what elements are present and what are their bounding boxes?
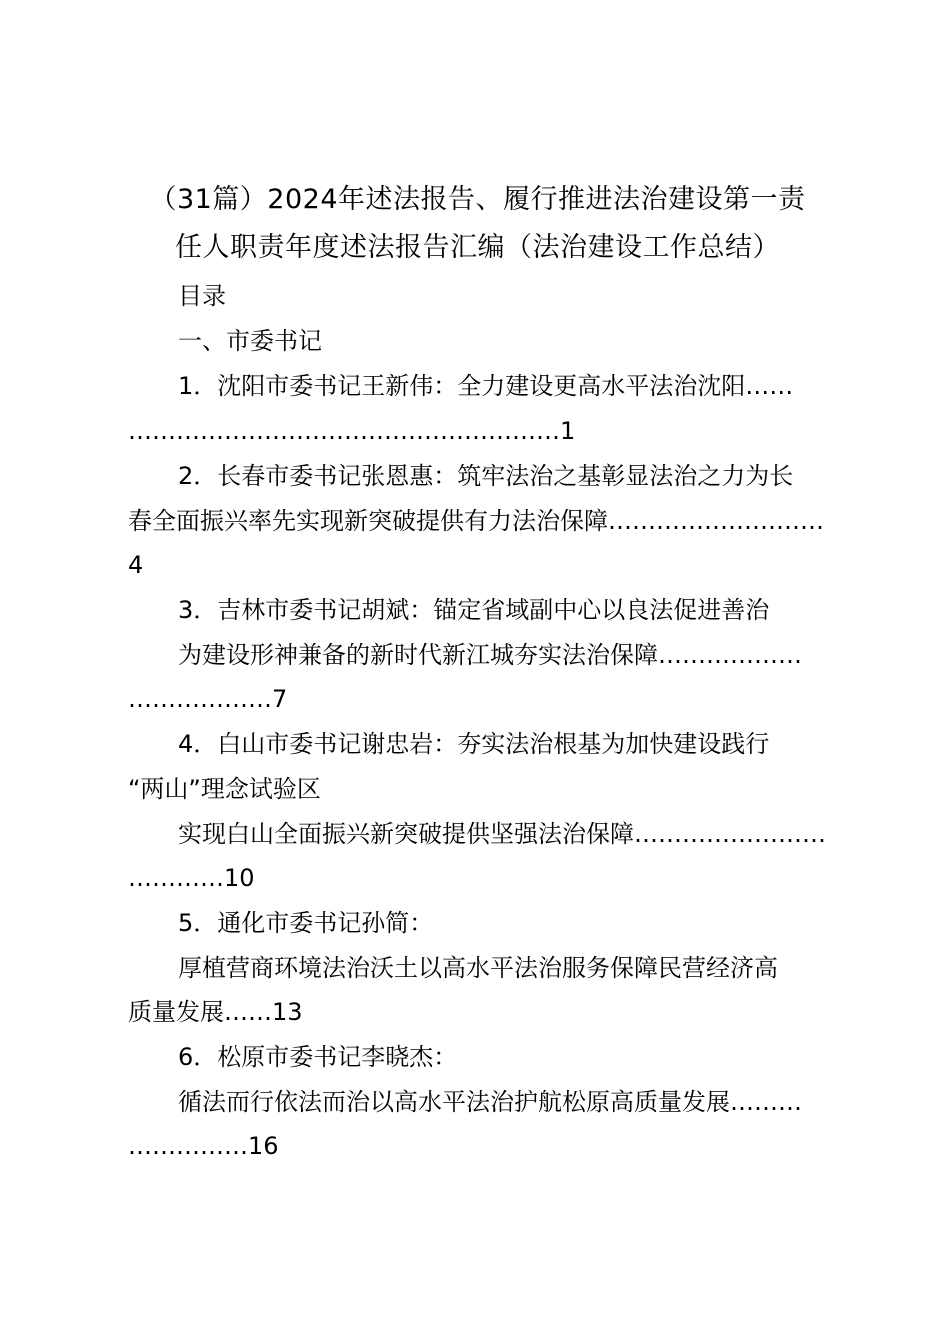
toc-entry-4-line-1: 4．白山市委书记谢忠岩：夯实法治根基为加快建设践行 [178,730,770,758]
toc-entry-6-line-2: 循法而行依法而治以高水平法治护航松原高质量发展……… [178,1088,802,1116]
toc-entry-5-line-3: 质量发展……13 [128,998,303,1026]
toc-entry-2-line-2: 春全面振兴率先实现新突破提供有力法治保障……………………… [128,507,824,535]
toc-entry-3-line-2: 为建设形神兼备的新时代新江城夯实法治保障……………… [178,641,802,669]
toc-entry-1-line-2: ………………………………………………1 [128,417,576,445]
toc-entry-3-line-1: 3．吉林市委书记胡斌：锚定省域副中心以良法促进善治 [178,596,770,624]
toc-entry-5-line-1: 5．通化市委书记孙简： [178,909,434,937]
toc-entry-4-line-2: “两山”理念试验区 [128,775,321,803]
toc-heading: 目录 [178,282,226,310]
toc-entry-5-line-2: 厚植营商环境法治沃土以高水平法治服务保障民营经济高 [178,954,778,982]
toc-entry-2-line-1: 2．长春市委书记张恩惠：筑牢法治之基彰显法治之力为长 [178,462,794,490]
document-title-line-2: 任人职责年度述法报告汇编（法治建设工作总结） [175,232,780,263]
toc-entry-3-line-3: ………………7 [128,685,288,713]
document-title-line-1: （31篇）2024年述法报告、履行推进法治建设第一责 [149,184,806,215]
toc-entry-6-line-1: 6．松原市委书记李晓杰： [178,1043,458,1071]
toc-section-heading: 一、市委书记 [178,327,322,355]
toc-entry-2-line-3: 4 [128,551,144,579]
toc-entry-1-line-1: 1．沈阳市委书记王新伟：全力建设更高水平法治沈阳…… [178,372,794,400]
toc-entry-4-line-4: …………10 [128,864,255,892]
toc-entry-4-line-3: 实现白山全面振兴新突破提供坚强法治保障…………………… [178,820,826,848]
toc-entry-6-line-3: ……………16 [128,1132,279,1160]
